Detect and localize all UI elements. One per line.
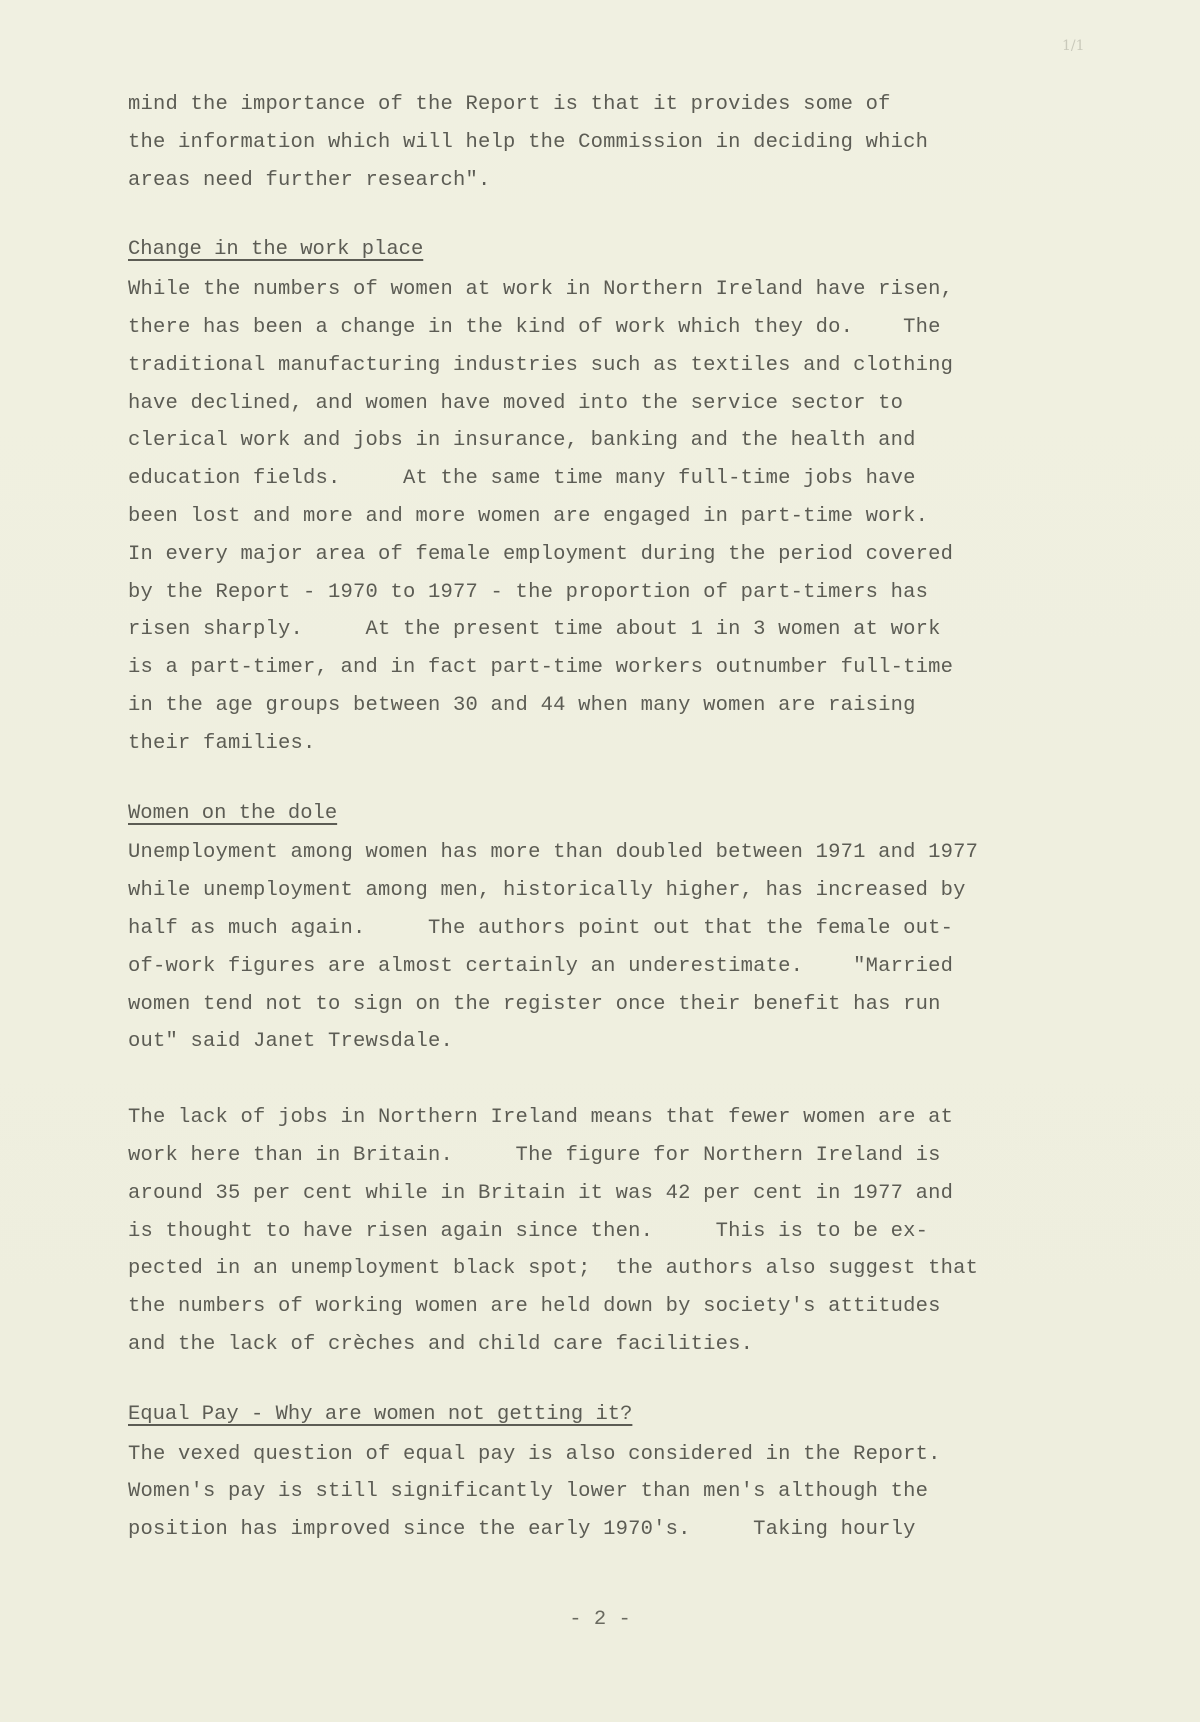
paragraph-equal-pay [128,1436,1200,1549]
text-line: women tend not to sign on the register once their benefit has run [128,992,941,1016]
text-line: While the numbers of women at work in Northern Ireland have risen, [128,278,954,302]
text-line: of-work figures are almost certainly an underestimate. "Married [128,954,954,978]
text-line: the numbers of working women are held down by society's attitudes [128,1295,941,1319]
text-line: traditional manufacturing industries such as textiles and clothing [128,353,954,377]
text-line: and the lack of crèches and child care facilities. [128,1332,754,1356]
section-heading-equal-pay: Equal Pay - Why are women not getting it? [128,1402,633,1426]
text-line: risen sharply. At the present time about 1 in 3 women at work [128,618,941,642]
text-line: pected in an unemployment black spot; the authors also suggest that [128,1257,979,1281]
paragraph-work-place [128,271,1200,762]
text-line: In every major area of female employment during the period covered [128,542,954,566]
text-line: work here than in Britain. The figure for Northern Ireland is [128,1143,941,1167]
text-line: around 35 per cent while in Britain it was 42 per cent in 1977 and [128,1181,954,1205]
text-line: The vexed question of equal pay is also considered in the Report. [128,1442,941,1466]
text-line: is thought to have risen again since then. This is to be ex- [128,1219,929,1243]
page-number: - 2 - [569,1607,631,1631]
text-line: out" said Janet Trewsdale. [128,1030,454,1054]
text-line: the information which will help the Commission in deciding which [128,130,929,154]
text-line: in the age groups between 30 and 44 when many women are raising [128,693,916,717]
section-heading-work-place: Change in the work place [128,238,424,262]
corner-annotation: 1/1 [1062,38,1085,54]
text-line: their families. [128,731,316,755]
text-line: half as much again. The authors point out that the female out- [128,916,954,940]
text-line: mind the importance of the Report is that it provides some of [128,93,891,116]
text-line: by the Report - 1970 to 1977 - the proportion of part-timers has [128,580,929,604]
text-line: Women's pay is still significantly lower than men's although the [128,1480,929,1504]
text-line: there has been a change in the kind of work which they do. The [128,315,941,339]
text-line: clerical work and jobs in insurance, banking and the health and [128,429,916,453]
section-heading-dole: Women on the dole [128,801,338,825]
text-line: while unemployment among men, historically higher, has increased by [128,879,966,903]
text-line: education fields. At the same time many full-time jobs have [128,467,916,491]
intro-paragraph [128,86,1200,199]
text-line: The lack of jobs in Northern Ireland means that fewer women are at [128,1106,954,1130]
text-line: is a part-timer, and in fact part-time workers outnumber full-time [128,656,954,680]
paragraph-dole-2 [128,1099,1200,1364]
text-line: Unemployment among women has more than doubled between 1971 and 1977 [128,841,979,865]
paragraph-dole-1 [128,834,1200,1061]
text-line: position has improved since the early 1970's. Taking hourly [128,1518,916,1542]
text-line: have declined, and women have moved into the service sector to [128,391,904,415]
text-line: areas need further research". [128,168,491,192]
text-line: been lost and more and more women are engaged in part-time work. [128,504,929,528]
